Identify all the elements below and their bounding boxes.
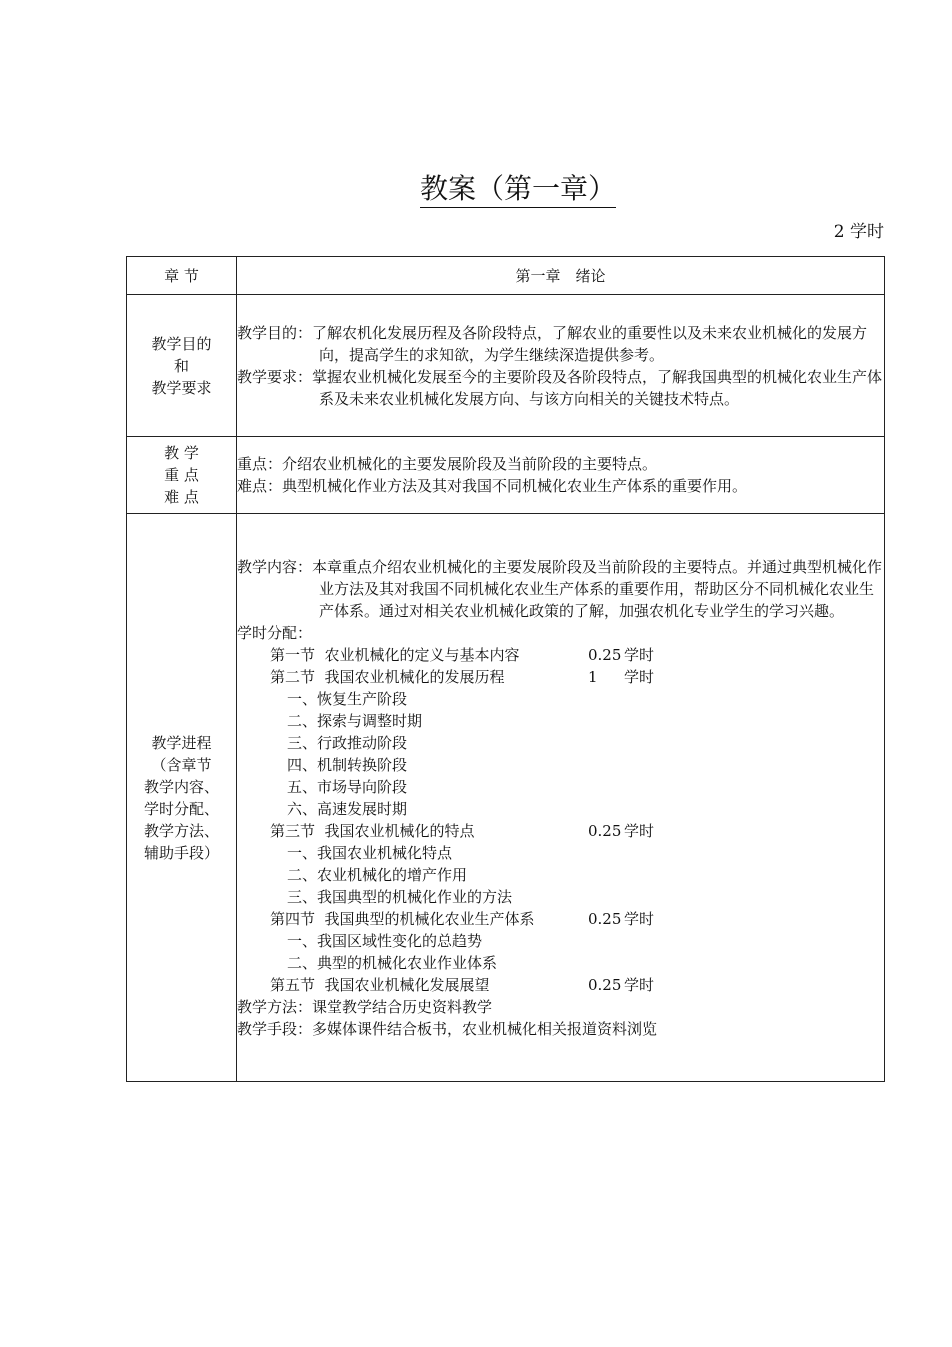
key-content — [237, 437, 885, 514]
chapter-label: 章 节 — [127, 257, 237, 295]
list-item: 二、典型的机械化农业作业体系 — [287, 953, 498, 972]
goals-label: 教学目的 和 教学要求 — [127, 295, 237, 437]
list-item: 三、行政推动阶段 — [287, 733, 408, 752]
goal-purpose: 教学目的：了解农机化发展历程及各阶段特点，了解农业的重要性以及未来农业机械化的发展方向，提高学生的求知欲，为学生继续深造提供参考。 — [237, 323, 868, 364]
section-1: 第一节 农业机械化的定义与基本内容 0.25 学时 — [270, 645, 655, 664]
page-title: 教案（第一章） — [0, 171, 952, 207]
list-item: 一、恢复生产阶段 — [287, 689, 408, 708]
list-item: 六、高速发展时期 — [287, 799, 408, 818]
list-item: 一、我国区域性变化的总趋势 — [287, 931, 483, 950]
goals-content — [237, 295, 885, 437]
progress-label: 教学进程 （含章节 教学内容、 学时分配、 教学方法、 辅助手段） — [127, 514, 237, 1082]
key-point: 重点：介绍农业机械化的主要发展阶段及当前阶段的主要特点。 — [237, 455, 658, 473]
list-item: 二、农业机械化的增产作用 — [287, 865, 468, 884]
table-row-progress — [127, 514, 885, 1082]
list-item: 一、我国农业机械化特点 — [287, 843, 453, 862]
teaching-means: 教学手段：多媒体课件结合板书，农业机械化相关报道资料浏览 — [237, 1019, 658, 1038]
list-item: 三、我国典型的机械化作业的方法 — [287, 887, 513, 906]
section-3: 第三节 我国农业机械化的特点 0.25 学时 — [270, 821, 655, 840]
list-item: 二、探索与调整时期 — [287, 711, 423, 730]
key-label: 教 学 重 点 难 点 — [127, 437, 237, 514]
goal-requirement: 教学要求：掌握农业机械化发展至今的主要阶段及各阶段特点，了解我国典型的机械化农业生产体系及未来农业机械化发展方向、与该方向相关的关键技术特点。 — [237, 367, 883, 408]
list-item: 四、机制转换阶段 — [287, 755, 408, 774]
section-4: 第四节 我国典型的机械化农业生产体系 0.25 学时 — [270, 909, 655, 928]
table-row-goals — [127, 295, 885, 437]
table-row-chapter — [127, 257, 885, 295]
progress-content — [237, 514, 885, 1082]
lesson-plan-table — [126, 256, 885, 1082]
difficult-point: 难点：典型机械化作业方法及其对我国不同机械化农业生产体系的重要作用。 — [237, 477, 748, 495]
allocation-label: 学时分配： — [237, 623, 313, 642]
chapter-value: 第一章 绪论 — [237, 257, 885, 295]
total-hours: 2 学时 — [833, 222, 884, 242]
section-5: 第五节 我国农业机械化发展展望 0.25 学时 — [270, 975, 655, 994]
table-row-key-points — [127, 437, 885, 514]
section-2: 第二节 我国农业机械化的发展历程 1 学时 — [270, 667, 655, 686]
content-intro: 教学内容：本章重点介绍农业机械化的主要发展阶段及当前阶段的主要特点。并通过典型机械化作业方法及其对我国不同机械化农业生产体系的重要作用，帮助区分不同机械化农业生产体系。通过对相关农业机械化政策的了解，加强农机化专业学生的学习兴趣。 — [237, 557, 883, 620]
teaching-method: 教学方法：课堂教学结合历史资料教学 — [237, 997, 493, 1016]
list-item: 五、市场导向阶段 — [287, 777, 408, 796]
